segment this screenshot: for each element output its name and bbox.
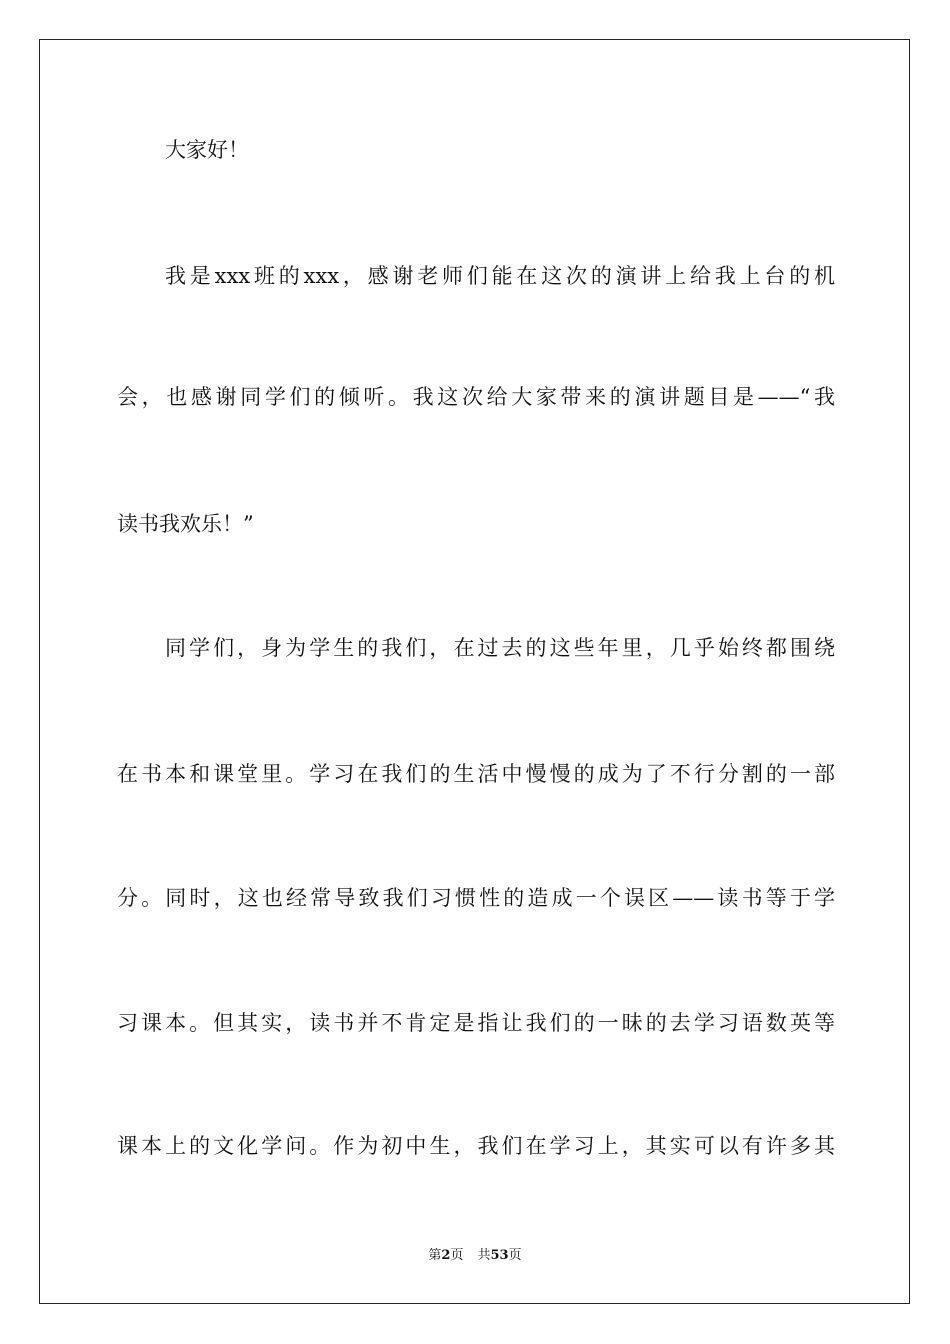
footer-total-prefix: 共 — [477, 1248, 491, 1263]
paragraph-line: 课本上的文化学问。作为初中生，我们在学习上，其实可以有许多其 — [117, 1134, 835, 1158]
page-footer — [0, 1247, 950, 1265]
paragraph-line-greeting: 大家好！ — [165, 138, 249, 162]
footer-prefix: 第 — [428, 1248, 442, 1263]
paragraph-line: 会，也感谢同学们的倾听。我这次给大家带来的演讲题目是——“我 — [117, 385, 835, 409]
page-border — [39, 39, 910, 1304]
paragraph-line: 习课本。但其实，读书并不肯定是指让我们的一昧的去学习语数英等 — [117, 1011, 835, 1035]
footer-page-suffix: 页 — [450, 1248, 464, 1263]
paragraph-line: 同学们，身为学生的我们，在过去的这些年里，几乎始终都围绕 — [165, 636, 835, 660]
paragraph-line: 读书我欢乐！” — [117, 512, 254, 536]
total-pages-number: 53 — [490, 1248, 509, 1263]
paragraph-line: 我是xxx班的xxx，感谢老师们能在这次的演讲上给我上台的机 — [165, 264, 835, 288]
paragraph-line: 在书本和课堂里。学习在我们的生活中慢慢的成为了不行分割的一部 — [117, 762, 835, 786]
paragraph-line: 分。同时，这也经常导致我们习惯性的造成一个误区——读书等于学 — [117, 886, 835, 910]
current-page-number: 2 — [441, 1248, 451, 1263]
footer-total-suffix: 页 — [508, 1248, 522, 1263]
